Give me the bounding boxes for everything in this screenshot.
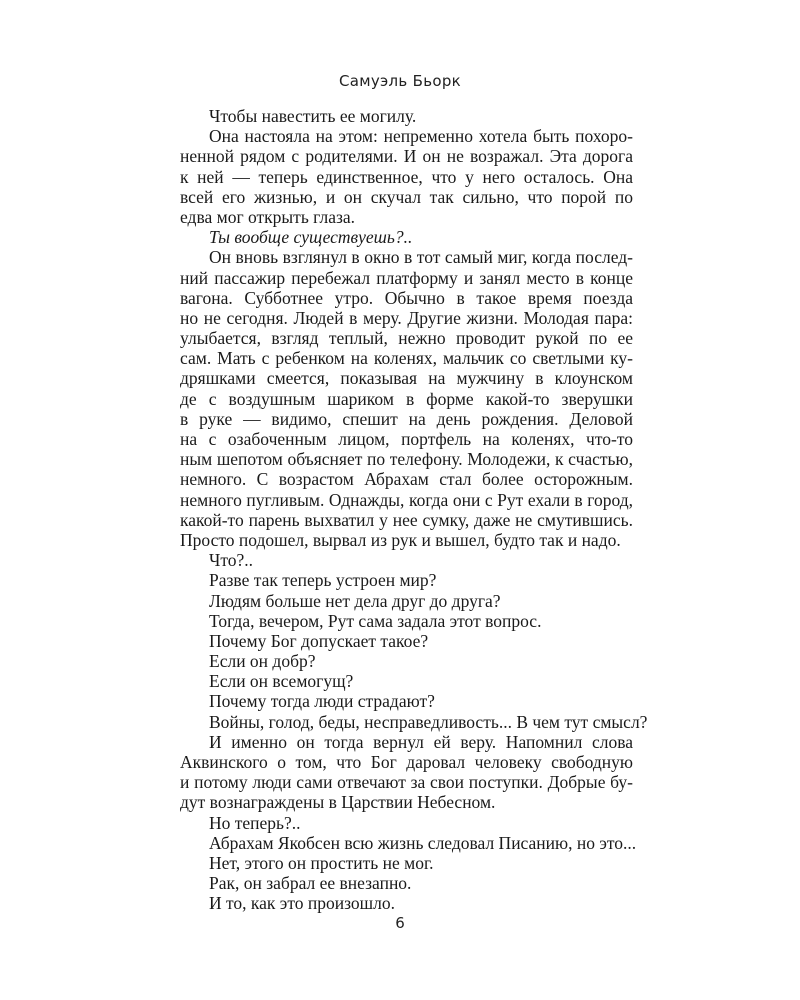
text-line: всей его жизнью, и он скучал так сильно, что порой по [180,186,633,207]
text-line: в руке — видимо, спешит на день рождения. Деловой [180,408,633,429]
text-line: и потому люди сами отвечают за свои поступки. Добрые бу- [180,772,633,793]
text-line: Войны, голод, беды, несправедливость... В чем тут смысл? [209,711,648,732]
text-line: Абрахам Якобсен всю жизнь следовал Писанию, но это... [209,832,637,853]
text-line: Разве так теперь устроен мир? [209,570,437,591]
text-line: Тогда, вечером, Рут сама задала этот вопрос. [209,610,542,631]
text-line: Если он добр? [209,651,316,672]
text-line: И именно он тогда вернул ей веру. Напомнил слова [209,731,633,752]
text-line: Он вновь взглянул в окно в тот самый миг, когда послед- [209,247,633,268]
text-line: Ты вообще существуешь?.. [209,227,413,248]
text-line: Она настояла на этом: непременно хотела быть похоро- [209,126,633,147]
text-line: Людям больше нет дела друг до друга? [209,590,501,611]
text-line: Что?.. [209,550,254,571]
text-line: вагона. Субботнее утро. Обычно в такое время поезда [180,287,633,308]
text-line: Почему тогда люди страдают? [209,691,435,712]
text-line: Аквинского о том, что Бог даровал человеку свободную [180,752,633,772]
text-line: улыбается, взгляд теплый, нежно проводит рукой по ее [180,328,633,349]
text-line: но не сегодня. Людей в меру. Другие жизни. Молодая пара: [180,307,633,328]
text-line: дут вознаграждены в Царствии Небесном. [180,792,496,813]
text-line: немного. С возрастом Абрахам стал более осторожным. [180,469,633,490]
text-line: Если он всемогущ? [209,671,354,692]
text-line: дряшками смеется, показывая на мужчину в клоунском [180,368,633,389]
page-number: 6 [395,914,405,932]
text-line: Рак, он забрал ее внезапно. [209,873,412,894]
text-line: ний пассажир перебежал платформу и занял место в конце [180,267,633,288]
text-line: де с воздушным шариком в форме какой-то зверушки [180,388,633,409]
text-line: едва мог открыть глаза. [180,206,356,227]
text-line: какой-то парень выхватил у нее сумку, даже не смутившись. [180,509,633,530]
text-line: на с озабоченным лицом, портфель на коленях, что-то [180,429,633,449]
text-line: сам. Мать с ребенком на коленях, мальчик со светлыми ку- [180,348,633,369]
text-line: Но теперь?.. [209,812,301,833]
body-text [180,106,648,914]
text-line: Просто подошел, вырвал из рук и вышел, будто так и надо. [180,529,621,550]
text-line: Почему Бог допускает такое? [209,630,429,651]
text-line: ным шепотом объясняет по телефону. Молодежи, к счастью, [180,449,633,470]
text-line: ненной рядом с родителями. И он не возражал. Эта дорога [180,146,633,167]
running-head-author: Самуэль Бьорк [338,72,462,90]
text-line: Чтобы навестить ее могилу. [209,106,417,126]
text-line: немного пугливым. Однажды, когда они с Рут ехали в город, [180,489,633,510]
text-line: Нет, этого он простить не мог. [209,852,434,873]
text-line: И то, как это произошло. [209,893,395,914]
text-line: к ней — теперь единственное, что у него осталось. Она [180,166,633,187]
